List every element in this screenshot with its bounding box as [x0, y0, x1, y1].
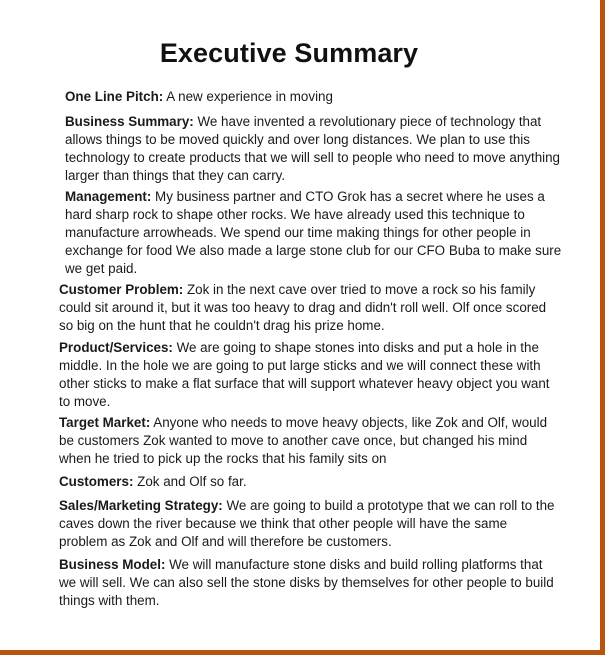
- section-text: A new experience in moving: [166, 89, 333, 104]
- section-label: Product/Services:: [59, 340, 173, 355]
- section-management: [65, 188, 565, 278]
- section-customers: [59, 473, 559, 491]
- section-text: We are going to shape stones into disks and put a hole in the middle. In the hole we are going to put large sticks and we will connect these with other sticks to make a flat surface that will support whatever heavy object you want to move.: [59, 340, 550, 410]
- page-title: Executive Summary: [159, 38, 419, 68]
- section-label: Business Model:: [59, 557, 166, 572]
- section-customer-problem: [59, 281, 559, 335]
- section-label: Customer Problem:: [59, 282, 184, 297]
- section-label: Management:: [65, 189, 152, 204]
- section-text: Zok in the next cave over tried to move a rock so his family could sit around it, but it was too heavy to drag and didn't roll well. Olf once scored so big on the hunt that he couldn't drag his prize home.: [59, 282, 547, 334]
- section-one-line-pitch: [65, 88, 565, 106]
- section-business-summary: [65, 113, 565, 185]
- section-text: We have invented a revolutionary piece of technology that allows things to be moved quickly and over long distances. We plan to use this technology to create products that we will sell to people who need to move anything larger than things that they can carry.: [65, 114, 561, 184]
- section-text: We will manufacture stone disks and build rolling platforms that we will sell. We can also sell the stone disks by themselves for other people to build things with them.: [59, 557, 554, 609]
- section-label: Customers:: [59, 474, 134, 489]
- section-sales-marketing-strategy: [59, 497, 559, 551]
- section-text: Anyone who needs to move heavy objects, like Zok and Olf, would be customers Zok wanted to move to another cave once, but changed his mind when he tried to pick up the rocks that his family sits on: [59, 415, 548, 467]
- section-business-model: [59, 556, 559, 610]
- section-label: Target Market:: [59, 415, 151, 430]
- section-text: Zok and Olf so far.: [137, 474, 247, 489]
- section-text: We are going to build a prototype that we can roll to the caves down the river because we think that other people will have the same problem as Zok and Olf and will therefore be customers.: [59, 498, 555, 550]
- section-label: Sales/Marketing Strategy:: [59, 498, 223, 513]
- section-product-services: [59, 339, 559, 411]
- section-label: Business Summary:: [65, 114, 194, 129]
- section-target-market: [59, 414, 559, 468]
- section-text: My business partner and CTO Grok has a secret where he uses a hard sharp rock to shape other rocks. We have already used this technique to manufacture arrowheads. We spend our time making things for other people in exchange for food We also made a large stone club for our CFO Buba to make sure we get paid.: [65, 189, 562, 277]
- section-label: One Line Pitch:: [65, 89, 164, 104]
